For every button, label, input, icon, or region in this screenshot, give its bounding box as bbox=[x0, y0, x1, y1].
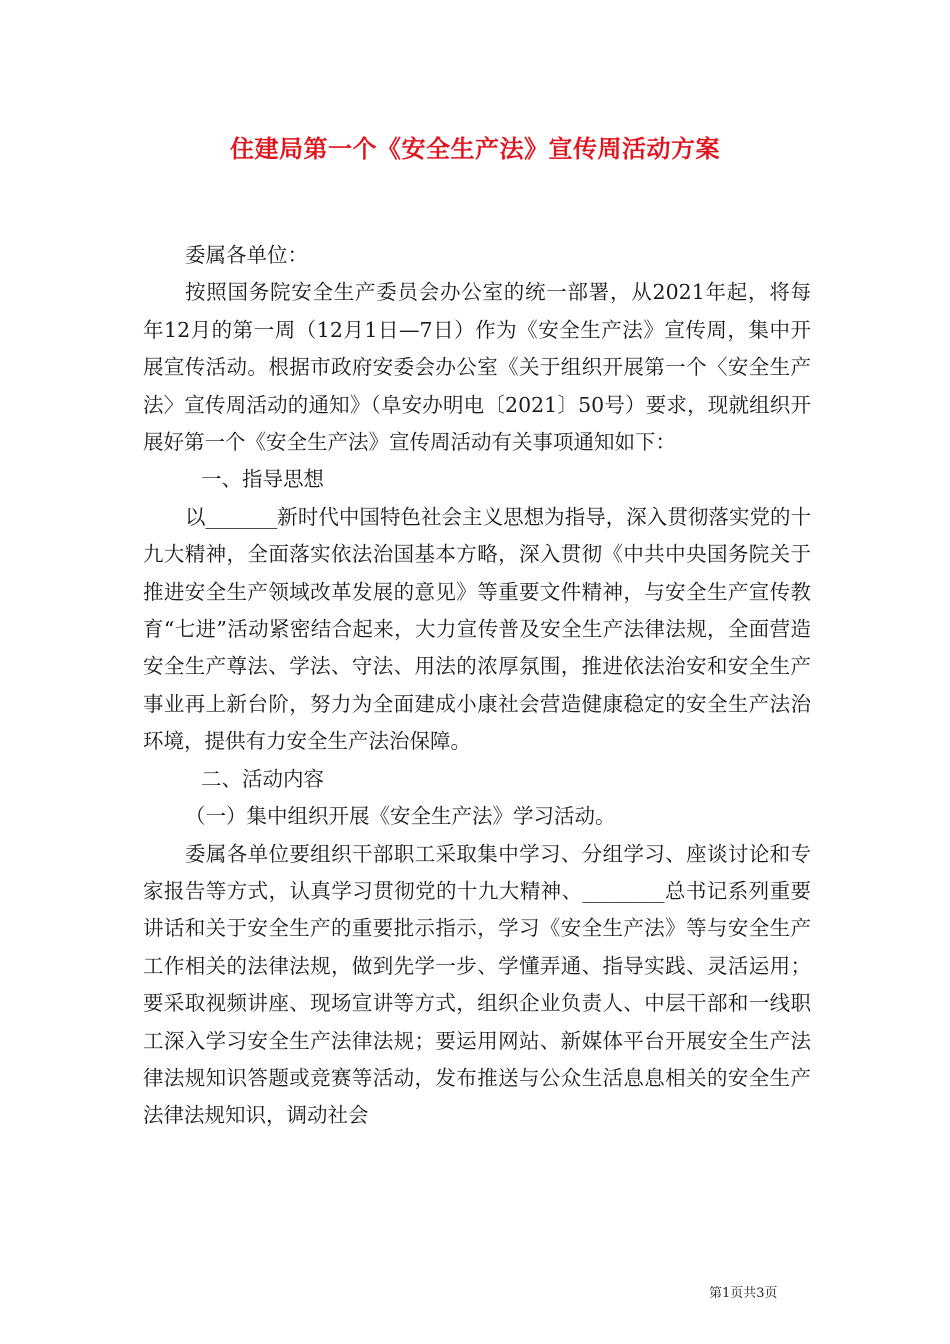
salutation: 委属各单位： bbox=[185, 243, 308, 267]
section-1-heading: 一、指导思想 bbox=[201, 467, 324, 492]
section-1-paragraph: 以_______新时代中国特色社会主义思想为指导，深入贯彻落实党的十九大精神，全面落实依法治国基本方略，深入贯彻《中共中央国务院关于推进安全生产领域改革发展的意见》等重要文件精神，与安全生产宣传教育“七进”活动紧密结合起来，大力宣传普及安全生产法律法规，全面营造安全生产尊法、学法、守法、用法的浓厚氛围，推进依法治安和安全生产事业再上新台阶，努力为全面建成小康社会营造健康稳定的安全生产法治环境，提供有力安全生产法治保障。 bbox=[143, 504, 811, 754]
section-2-heading: 二、活动内容 bbox=[201, 766, 324, 791]
intro-paragraph: 按照国务院安全生产委员会办公室的统一部署，从2021年起，将每年12月的第一周（12月1日—7日）作为《安全生产法》宣传周，集中开展宣传活动。根据市政府安委会办公室《关于组织开展第一个〈安全生产法〉宣传周活动的通知》（阜安办明电〔2021〕50号）要求，现就组织开展好第一个《安全生产法》宣传周活动有关事项通知如下： bbox=[143, 280, 811, 455]
page-number: 第1页共3页 bbox=[709, 1286, 778, 1301]
document-title: 住建局第一个《安全生产法》宣传周活动方案 bbox=[230, 134, 720, 163]
section-2-subheading: （一）集中组织开展《安全生产法》学习活动。 bbox=[185, 804, 616, 829]
section-2-paragraph: 委属各单位要组织干部职工采取集中学习、分组学习、座谈讨论和专家报告等方式，认真学习贯彻党的十九大精神、________总书记系列重要讲话和关于安全生产的重要批示指示，学习《安全生产法》等与安全生产工作相关的法律法规，做到先学一步、学懂弄通、指导实践、灵活运用；要采取视频讲座、现场宣讲等方式，组织企业负责人、中层干部和一线职工深入学习安全生产法律法规；要运用网站、新媒体平台开展安全生产法律法规知识答题或竞赛等活动，发布推送与公众生活息息相关的安全生产法律法规知识，调动社会 bbox=[143, 841, 811, 1128]
document-body bbox=[143, 237, 811, 1135]
